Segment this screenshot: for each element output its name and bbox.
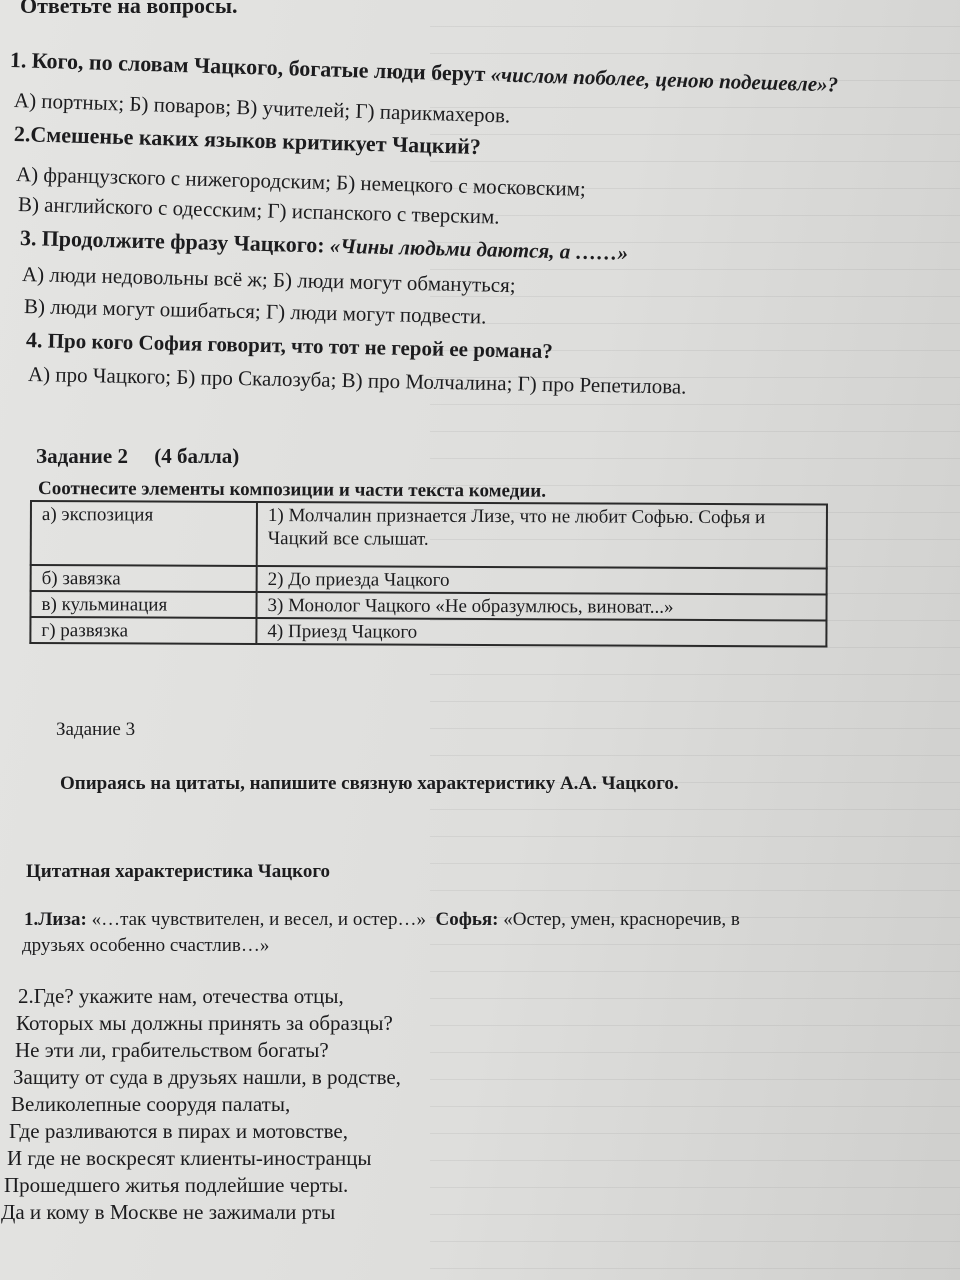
table-row — [31, 501, 827, 568]
question-2-options-line2: В) английского с одесским; Г) испанского с тверским. — [17, 192, 500, 229]
text-part: 3) Монолог Чацкого «Не образумлюсь, виноват...» — [256, 592, 826, 620]
speaker-sofya: Софья: — [435, 909, 499, 930]
text-part: 1) Молчалин признается Лизе, что не любит Софью. Софья и Чацкий все слышат. — [257, 502, 827, 568]
composition-element: б) завязка — [31, 565, 257, 592]
verse-line: Защиту от суда в друзьях нашли, в родстве, — [13, 1065, 401, 1089]
question-3-options-line1: А) люди недовольны всё ж; Б) люди могут обмануться; — [21, 262, 516, 298]
question-quote: «числом поболее, ценою подешевле»? — [490, 62, 839, 97]
question-number: 4. — [25, 327, 43, 353]
question-text: Смешенье каких языков критикует Чацкий? — [30, 121, 482, 160]
question-text: Про кого София говорит, что тот не герой ее романа? — [47, 328, 554, 364]
verse-line: Великолепные соорудя палаты, — [11, 1092, 291, 1116]
quote-liza: «…так чувствителен, и весел, и остер…» — [91, 909, 426, 930]
question-number: 3. — [19, 225, 37, 251]
verse-line: И где не воскресят клиенты-иностранцы — [7, 1146, 372, 1170]
quote-number: 1. — [24, 909, 39, 930]
task3-instruction: Опираясь на цитаты, напишите связную характеристику А.А. Чацкого. — [60, 773, 679, 794]
composition-element: а) экспозиция — [31, 501, 257, 566]
verse-line: Где разливаются в пирах и мотовстве, — [9, 1119, 348, 1143]
question-1-options: А) портных; Б) поваров; В) учителей; Г) парикмахеров. — [13, 88, 511, 128]
question-text: Кого, по словам Чацкого, богатые люди берут — [31, 47, 486, 87]
question-quote: «Чины людьми даются, а ……» — [329, 233, 629, 265]
quote-sofya: «Остер, умен, красноречив, в — [503, 909, 740, 930]
verse-line: 2.Где? укажите нам, отечества отцы, — [18, 984, 344, 1008]
table-row — [30, 591, 826, 620]
section-title: Ответьте на вопросы. — [20, 0, 238, 18]
text-part: 2) До приезда Чацкого — [257, 566, 827, 594]
composition-element: в) кульминация — [30, 591, 256, 618]
table-row — [30, 617, 826, 646]
quote-1-continuation: друзьях особенно счастлив…» — [22, 935, 270, 956]
quote-1 — [24, 908, 740, 932]
task2-points: (4 балла) — [154, 444, 240, 468]
task2-title — [36, 444, 239, 468]
table-row — [31, 565, 827, 594]
task3-subtitle: Цитатная характеристика Чацкого — [26, 861, 331, 882]
verse-line: Которых мы должны принять за образцы? — [16, 1011, 393, 1035]
question-3-options-line2: В) люди могут ошибаться; Г) люди могут подвести. — [23, 294, 487, 329]
matching-table — [29, 500, 828, 647]
task2-instruction: Соотнесите элементы композиции и части текста комедии. — [37, 478, 547, 502]
verse-line: Да и кому в Москве не зажимали рты — [1, 1200, 336, 1224]
task2-label: Задание 2 — [36, 444, 128, 468]
question-number: 1. — [9, 47, 27, 73]
question-number: 2. — [13, 121, 31, 147]
speaker-liza: Лиза: — [38, 909, 87, 930]
text-part: 4) Приезд Чацкого — [256, 618, 826, 646]
verse-line: Не эти ли, грабительством богаты? — [15, 1038, 329, 1062]
question-4-options: А) про Чацкого; Б) про Скалозуба; В) про Молчалина; Г) про Репетилова. — [27, 362, 687, 399]
question-text: Продолжите фразу Чацкого: — [41, 225, 325, 258]
composition-element: г) развязка — [30, 617, 256, 644]
task3-title: Задание 3 — [56, 719, 136, 740]
verse-line: Прошедшего житья подлейшие черты. — [4, 1173, 349, 1197]
question-2-options-line1: А) французского с нижегородским; Б) немецкого с московским; — [15, 162, 587, 201]
